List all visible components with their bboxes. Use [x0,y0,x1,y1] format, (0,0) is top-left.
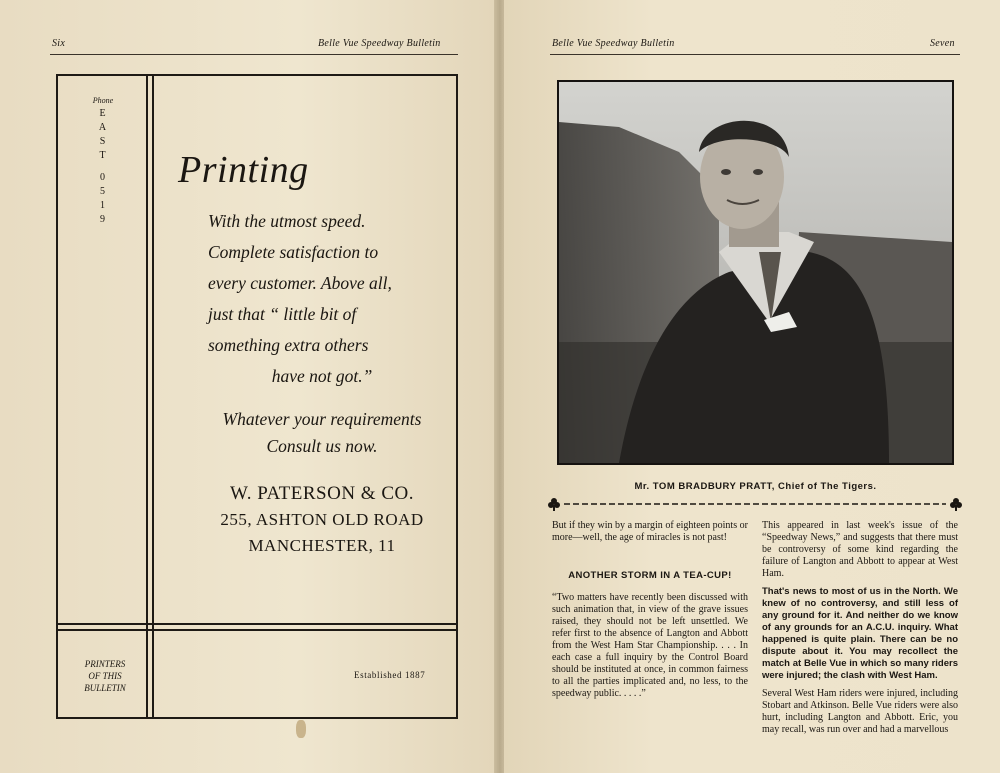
company-block [208,481,436,559]
ad-divider-bottom-2 [58,629,456,631]
ad-heading: Printing [178,149,309,191]
ad-body-line: Complete satisfaction to [208,242,379,262]
article-column-2 [762,520,958,742]
phone-letter: E [99,108,107,119]
article-paragraph: Several West Ham riders were injured, including Stobart and Atkinson. Belle Vue riders were also hurt, including Langton and Abbott. Eric, you may recall, was run over and had a marvellous [762,688,958,735]
established-note: Established 1887 [354,670,426,680]
photo-caption: Mr. TOM BRADBURY PRATT, Chief of The Tigers. [634,481,877,492]
ad-body-line: With the utmost speed. [208,211,366,231]
printers-note-line: OF THIS [88,671,122,681]
phone-letter: S [99,136,107,147]
ad-divider-left-2 [152,76,154,717]
printers-note [64,658,146,694]
portrait-illustration [559,82,952,463]
ad-requirements-line: Whatever your requirements [222,409,422,429]
phone-exchange [58,107,148,163]
ad-body-line: every customer. Above all, [208,273,392,293]
company-address-line: 255, ASHTON OLD ROAD [220,510,424,529]
ad-body-line: something extra others [208,335,369,355]
article-paragraph: But if they win by a margin of eighteen points or more—well, the age of miracles is not past! [552,520,748,543]
printers-note-line: BULLETIN [84,683,126,693]
running-head-left: Belle Vue Speedway Bulletin [318,38,441,49]
printers-note-line: PRINTERS [84,659,126,669]
phone-letter: T [99,150,107,161]
section-heading: ANOTHER STORM IN A TEA-CUP! [568,570,732,581]
left-page [0,0,496,773]
article-column-1 [552,520,748,706]
article-paragraph: “Two matters have recently been discussed with such animation that, in view of the grave issues raised, they should not be left unsettled. We refer first to the absence of Langton and Abbott from the West Ham Star Championship. . . . In each case a full inquiry by the Control Board should be instituted at once, in common fairness to all the parties implicated and, no less, to the speedway public. . . . .” [552,592,748,699]
page-number-left: Six [52,38,66,49]
paper-stain [296,720,306,738]
printing-advertisement [56,74,458,719]
phone-letter: A [98,122,108,133]
phone-digit: 0 [100,172,106,183]
phone-label: Phone [92,96,114,105]
ad-body [208,206,436,392]
company-name: W. PATERSON & CO. [230,483,414,504]
ad-requirements [208,406,436,460]
phone-digit: 1 [100,200,106,211]
page-number-right: Seven [930,38,955,49]
head-rule-right [550,54,960,55]
running-head-right: Belle Vue Speedway Bulletin [552,38,675,49]
portrait-photo [557,80,954,465]
company-address-line: MANCHESTER, 11 [248,536,396,555]
phone-number [58,171,148,227]
article-paragraph: This appeared in last week's issue of the “Speedway News,” and suggests that there must be controversy of some kind regarding the failure of Langton and Abbott to appear at West Ham. [762,520,958,579]
phone-digit: 9 [100,214,106,225]
phone-column [58,76,148,227]
head-rule-left [50,54,458,55]
ad-body-line: just that “ little bit of [208,304,357,324]
ad-requirements-line: Consult us now. [266,436,378,456]
article-paragraph-bold: That's news to most of us in the North. We knew of no controversy, and still less of any ground for it. And neither do we know of any grounds for an A.C.U. inquiry. What happened is quite plain. There can be no dispute about it. You may recollect the match at Belle Vue in which so many riders were injured; the clash with West Ham. [762,586,958,681]
ornamental-divider [548,496,962,512]
ad-body-line: have not got.” [271,366,373,386]
phone-digit: 5 [100,186,106,197]
ad-divider-bottom-1 [58,623,456,625]
